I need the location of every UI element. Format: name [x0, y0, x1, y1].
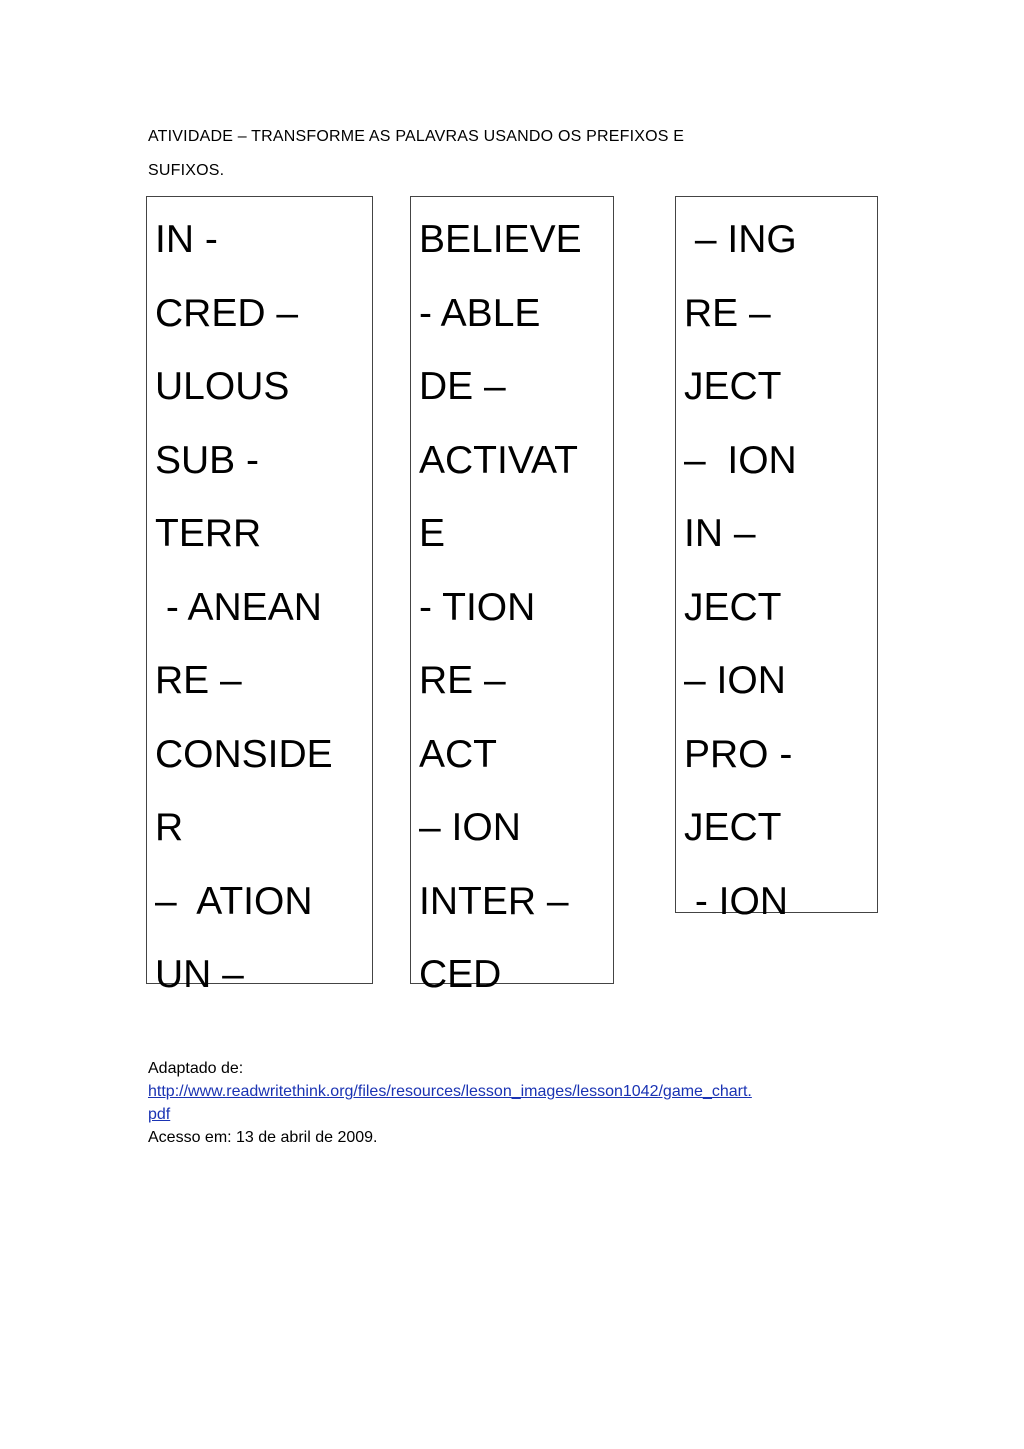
word-item: INTER –: [419, 879, 569, 923]
word-item: IN –: [684, 512, 756, 555]
word-item: JECT: [684, 585, 782, 629]
source-url-line-1[interactable]: http://www.readwritethink.org/files/resources/lesson_images/lesson1042/game_chart.: [148, 1083, 752, 1100]
word-column-1: [146, 196, 373, 996]
word-item: – ATION: [155, 879, 313, 923]
word-item: – ION: [684, 659, 786, 702]
word-item: ULOUS: [155, 365, 290, 408]
word-item: – ING: [684, 218, 797, 261]
word-item: PRO -: [684, 732, 793, 776]
word-item: CED: [419, 953, 502, 996]
title-line-2: SUFIXOS.: [148, 162, 225, 179]
word-item: UN –: [155, 953, 244, 996]
word-item: - ABLE: [419, 291, 541, 335]
title-line-1: ATIVIDADE – TRANSFORME AS PALAVRAS USANDO OS PREFIXOS E: [148, 128, 685, 145]
word-item: E: [419, 512, 446, 555]
access-date: Acesso em: 13 de abril de 2009.: [148, 1129, 378, 1146]
word-item: ACTIVAT: [419, 438, 578, 482]
word-item: SUB -: [155, 438, 260, 482]
source-url-link[interactable]: [148, 1080, 948, 1126]
word-item: RE –: [419, 659, 506, 702]
word-item: DE –: [419, 365, 506, 408]
word-item: CRED –: [155, 291, 299, 335]
word-item: RE –: [155, 659, 242, 702]
word-item: - ION: [684, 879, 788, 923]
word-item: CONSIDE: [155, 732, 333, 776]
word-item: RE –: [684, 291, 771, 335]
word-item: – ION: [419, 806, 521, 849]
source-url-line-2[interactable]: pdf: [148, 1106, 171, 1123]
word-item: IN -: [155, 218, 218, 261]
activity-title: [148, 120, 868, 188]
word-item: - TION: [419, 585, 536, 629]
word-item: TERR: [155, 512, 262, 555]
word-item: R: [155, 806, 184, 849]
word-column-2: [410, 196, 614, 996]
word-item: ACT: [419, 732, 497, 776]
word-item: JECT: [684, 806, 782, 849]
word-column-3: [675, 196, 878, 923]
word-item: BELIEVE: [419, 218, 582, 261]
source-label: Adaptado de:: [148, 1060, 244, 1077]
word-item: JECT: [684, 365, 782, 408]
word-item: - ANEAN: [155, 585, 322, 629]
source-citation: [148, 1057, 948, 1149]
word-item: – ION: [684, 438, 797, 482]
